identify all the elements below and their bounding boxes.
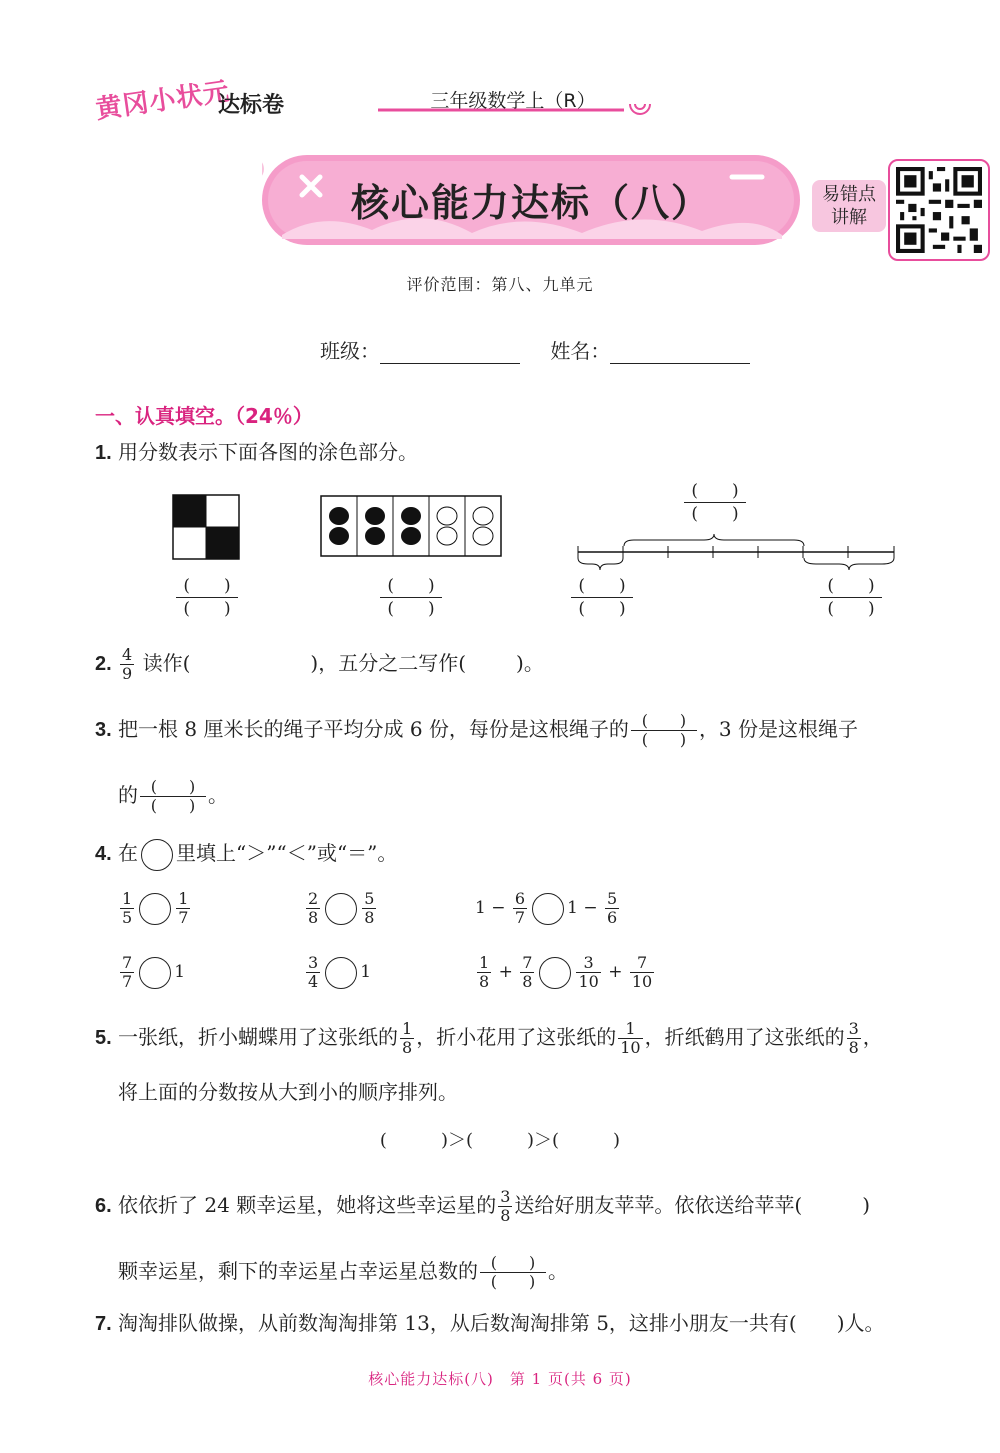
question-2 — [95, 646, 544, 683]
fraction: $\frac{1}{7}$ — [178, 889, 189, 927]
fraction: $\frac{6}{7}$ — [514, 889, 526, 927]
answer-fraction-1[interactable] — [176, 575, 238, 620]
compare-item-2 — [304, 890, 378, 927]
fraction: $\frac{3}{10}$ — [578, 953, 599, 991]
fraction: $\frac{1}{5}$ — [122, 889, 133, 927]
comparison-circle[interactable] — [532, 893, 564, 925]
fraction: $\frac{7}{10}$ — [631, 953, 653, 991]
question-1 — [95, 437, 418, 468]
question-6-line2 — [118, 1254, 568, 1291]
qr-code-icon — [896, 167, 982, 253]
fraction: $\frac{7}{7}$ — [122, 953, 133, 991]
question-text: )。 — [516, 651, 544, 675]
qr-code-frame[interactable] — [888, 159, 990, 261]
paren-numerator: ( ) — [176, 575, 238, 598]
class-label: 班级： — [320, 339, 380, 363]
question-text: 。 — [208, 783, 228, 807]
question-text: 里填上“＞”“＜”或“＝”。 — [176, 841, 398, 865]
comparison-circle[interactable] — [539, 957, 571, 989]
fraction: $\frac{3}{8}$ — [500, 1187, 511, 1225]
page-footer: 核心能力达标(八) 第 1 页(共 6 页) — [368, 1370, 632, 1388]
fraction: $\frac{1}{8}$ — [479, 953, 490, 991]
fraction: $\frac{2}{8}$ — [308, 889, 319, 927]
question-text: ，折小花用了这张纸的 — [416, 1025, 617, 1049]
question-text: 。 — [548, 1259, 568, 1283]
question-number: 5. — [95, 1027, 112, 1049]
question-text: 颗幸运星，剩下的幸运星占幸运星总数的 — [118, 1259, 478, 1283]
class-field[interactable] — [380, 341, 520, 364]
question-text: 的 — [118, 783, 138, 807]
question-3 — [95, 712, 858, 749]
question-number: 7. — [95, 1313, 112, 1335]
comparison-circle[interactable] — [325, 957, 357, 989]
question-number: 1. — [95, 442, 112, 464]
question-text: 淘淘排队做操，从前数淘淘排第 13，从后数淘淘排第 5，这排小朋友一共有( )人。 — [118, 1311, 885, 1335]
error-explain-label — [812, 183, 886, 229]
answer-fraction-4[interactable] — [571, 575, 633, 620]
question-5 — [95, 1020, 883, 1057]
fraction: $\frac{1}{10}$ — [620, 1019, 641, 1057]
paren-numerator: ( ) — [571, 575, 633, 598]
grade-label: 三年级数学上（R） — [430, 90, 596, 112]
answer-fraction-5[interactable] — [820, 575, 882, 620]
question-5-line2: 将上面的分数按从大到小的顺序排列。 — [118, 1080, 458, 1104]
question-6 — [95, 1188, 870, 1225]
answer-fraction-3[interactable] — [684, 480, 746, 525]
line-segment-figure — [574, 530, 898, 574]
answer-fraction[interactable]: $\frac{( )}{( )}$ — [140, 778, 206, 815]
answer-fraction-2[interactable] — [380, 575, 442, 620]
comparison-circle[interactable] — [141, 839, 173, 871]
paren-denominator: ( ) — [691, 504, 739, 524]
grade-underline — [374, 104, 656, 116]
question-7 — [95, 1308, 885, 1339]
question-4 — [95, 838, 397, 871]
dots-figure — [320, 495, 502, 557]
paren-numerator: ( ) — [820, 575, 882, 598]
fraction: $\frac{7}{8}$ — [522, 953, 533, 991]
question-number: 3. — [95, 719, 112, 741]
question-text: 把一根 8 厘米长的绳子平均分成 6 份，每份是这根绳子的 — [118, 717, 629, 741]
question-text: 一张纸，折小蝴蝶用了这张纸的 — [118, 1025, 399, 1049]
grid-figure — [172, 494, 240, 560]
comparison-circle[interactable] — [139, 957, 171, 989]
error-label-line1: 易错点 — [822, 184, 876, 205]
question-text: ， — [862, 1025, 883, 1049]
question-text: 依依折了 24 颗幸运星，她将这些幸运星的 — [118, 1193, 497, 1217]
question-text: 用分数表示下面各图的涂色部分。 — [118, 440, 419, 464]
section-title: 一、认真填空。（24％） — [95, 404, 313, 428]
question-text: 在 — [118, 841, 139, 865]
question-text: ，折纸鹤用了这张纸的 — [644, 1025, 845, 1049]
paren-denominator: ( ) — [387, 599, 435, 619]
page-title: 核心能力达标（八） — [350, 181, 711, 225]
paren-denominator: ( ) — [578, 599, 626, 619]
fraction: $\frac{5}{8}$ — [364, 889, 375, 927]
fraction: $\frac{3}{8}$ — [848, 1019, 859, 1057]
question-text: ，3 份是这根绳子 — [698, 717, 859, 741]
student-info-row — [320, 335, 774, 364]
order-answer-blanks[interactable]: ( )＞( )＞( ) — [379, 1130, 621, 1151]
fraction: $\frac{4}{9}$ — [122, 645, 133, 683]
paren-numerator: ( ) — [684, 480, 746, 503]
compare-item-1 — [118, 890, 192, 927]
compare-item-4: $\frac{7}{7}$ 1 — [122, 953, 186, 991]
comparison-circle[interactable] — [139, 893, 171, 925]
compare-item-5: $\frac{3}{4}$ 1 — [308, 953, 372, 991]
name-label: 姓名： — [550, 339, 611, 363]
comparison-circle[interactable] — [325, 893, 357, 925]
paren-numerator: ( ) — [380, 575, 442, 598]
answer-fraction[interactable]: $\frac{( )}{( )}$ — [631, 712, 697, 749]
error-label-line2: 讲解 — [831, 207, 867, 228]
question-3-line2 — [118, 778, 228, 815]
question-text: 送给好朋友苹苹。依依送给苹苹( ) — [514, 1193, 871, 1217]
name-field[interactable] — [610, 341, 750, 364]
brand-subtitle: 达标卷 — [218, 93, 285, 118]
answer-fraction[interactable]: $\frac{( )}{( )}$ — [480, 1254, 546, 1291]
question-text: 读作( — [142, 651, 191, 675]
question-number: 6. — [95, 1195, 112, 1217]
question-text: )，五分之二写作( — [310, 651, 467, 675]
paren-denominator: ( ) — [183, 599, 231, 619]
compare-item-3: 1 − $\frac{6}{7}$ 1 − $\frac{5}{6}$ — [475, 889, 618, 927]
fraction: $\frac{1}{8}$ — [402, 1019, 413, 1057]
fraction: $\frac{5}{6}$ — [606, 889, 618, 927]
compare-item-6: $\frac{1}{8}$ + $\frac{7}{8}$ $\frac{3}{10}$ + $\frac{7}{10}$ — [479, 953, 653, 991]
brand-logo: 黄冈小状元 — [93, 76, 232, 126]
question-number: 4. — [95, 843, 112, 865]
fraction: $\frac{3}{4}$ — [308, 953, 319, 991]
paren-denominator: ( ) — [827, 599, 875, 619]
evaluation-range: 评价范围：第八、九单元 — [406, 275, 594, 294]
question-number: 2. — [95, 653, 112, 675]
